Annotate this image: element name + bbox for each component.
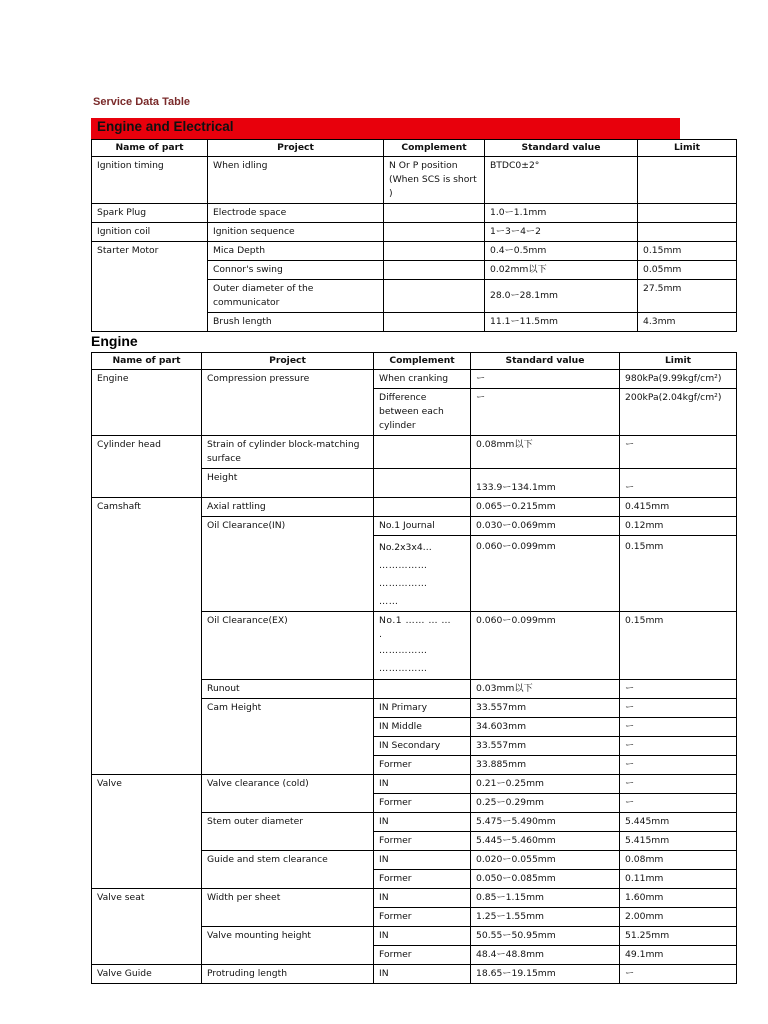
table-row <box>92 775 737 794</box>
cell-project: Mica Depth <box>208 242 384 261</box>
cell-standard: 0.4ー0.5mm <box>485 242 638 261</box>
cell-limit <box>638 157 737 204</box>
cell-complement <box>374 680 471 699</box>
header-name-of-part: Name of part <box>92 353 202 370</box>
cell-project: Brush length <box>208 313 384 332</box>
cell-project: Strain of cylinder block-matching surface <box>202 436 374 469</box>
cell-limit: 5.445mm <box>620 813 737 832</box>
cell-limit: ー <box>620 756 737 775</box>
cell-limit: 49.1mm <box>620 946 737 965</box>
cell-limit: 0.415mm <box>620 498 737 517</box>
cell-project: Width per sheet <box>202 889 374 927</box>
complement-dots: …………… <box>379 560 428 571</box>
cell-name: Ignition timing <box>92 157 208 204</box>
cell-limit: 0.12mm <box>620 517 737 536</box>
cell-limit: 51.25mm <box>620 927 737 946</box>
table-row <box>92 498 737 517</box>
header-limit: Limit <box>638 140 737 157</box>
table-row <box>92 157 737 204</box>
cell-standard: 1.0ー1.1mm <box>485 204 638 223</box>
cell-standard: 0.030ー0.069mm <box>471 517 620 536</box>
cell-complement: IN Middle <box>374 718 471 737</box>
cell-standard: 5.475ー5.490mm <box>471 813 620 832</box>
header-project: Project <box>208 140 384 157</box>
complement-text: No.1 …… … … <box>379 615 452 626</box>
cell-limit: ー <box>620 794 737 813</box>
header-limit: Limit <box>620 353 737 370</box>
cell-complement: Former <box>374 946 471 965</box>
cell-complement <box>374 536 471 612</box>
cell-limit: 980kPa(9.99kgf/cm²) <box>620 370 737 389</box>
cell-standard: 11.1ー11.5mm <box>485 313 638 332</box>
cell-complement: N Or P position (When SCS is short ) <box>384 157 485 204</box>
table-row <box>92 436 737 469</box>
complement-dots: . <box>379 629 383 640</box>
cell-limit: ー <box>620 775 737 794</box>
cell-project: Outer diameter of the communicator <box>208 280 384 313</box>
cell-limit: ー <box>620 469 737 498</box>
cell-complement: IN <box>374 775 471 794</box>
section-banner <box>91 118 680 139</box>
cell-limit: 0.11mm <box>620 870 737 889</box>
cell-limit: 27.5mm <box>638 280 737 313</box>
cell-complement: IN <box>374 965 471 984</box>
table-row <box>92 370 737 389</box>
cell-project: Axial rattling <box>202 498 374 517</box>
cell-project: Height <box>202 469 374 498</box>
cell-limit: 0.08mm <box>620 851 737 870</box>
cell-complement <box>374 612 471 680</box>
header-name-of-part: Name of part <box>92 140 208 157</box>
cell-standard: 50.55ー50.95mm <box>471 927 620 946</box>
cell-standard: 0.21ー0.25mm <box>471 775 620 794</box>
cell-limit: ー <box>620 718 737 737</box>
cell-standard: 0.060ー0.099mm <box>471 612 620 680</box>
cell-name: Ignition coil <box>92 223 208 242</box>
cell-project: Electrode space <box>208 204 384 223</box>
cell-complement <box>384 280 485 313</box>
cell-standard: 0.020ー0.055mm <box>471 851 620 870</box>
cell-limit: 200kPa(2.04kgf/cm²) <box>620 389 737 436</box>
cell-complement: When cranking <box>374 370 471 389</box>
section-title-engine: Engine <box>91 333 138 349</box>
cell-standard: 1.25ー1.55mm <box>471 908 620 927</box>
cell-standard: 5.445ー5.460mm <box>471 832 620 851</box>
cell-complement: IN <box>374 813 471 832</box>
header-standard-value: Standard value <box>471 353 620 370</box>
cell-project: Runout <box>202 680 374 699</box>
cell-limit <box>638 204 737 223</box>
cell-standard: ー <box>471 370 620 389</box>
cell-limit <box>638 223 737 242</box>
table-row <box>92 965 737 984</box>
cell-limit: 5.415mm <box>620 832 737 851</box>
cell-name: Valve Guide <box>92 965 202 984</box>
cell-complement: IN <box>374 889 471 908</box>
document-title: Service Data Table <box>93 96 191 108</box>
cell-complement: No.1 Journal <box>374 517 471 536</box>
cell-name: Engine <box>92 370 202 436</box>
cell-limit: ー <box>620 965 737 984</box>
cell-limit: 0.05mm <box>638 261 737 280</box>
cell-name: Starter Motor <box>92 242 208 332</box>
cell-standard: 0.03mm以下 <box>471 680 620 699</box>
cell-complement: Former <box>374 756 471 775</box>
cell-limit: ー <box>620 680 737 699</box>
cell-complement <box>374 469 471 498</box>
cell-standard: 33.557mm <box>471 737 620 756</box>
cell-limit: 0.15mm <box>638 242 737 261</box>
cell-complement <box>374 498 471 517</box>
complement-dots: …………… <box>379 645 428 656</box>
cell-project: Guide and stem clearance <box>202 851 374 889</box>
cell-standard: 28.0ー28.1mm <box>485 280 638 313</box>
cell-complement <box>384 261 485 280</box>
cell-limit: ー <box>620 737 737 756</box>
header-complement: Complement <box>384 140 485 157</box>
cell-project: Compression pressure <box>202 370 374 436</box>
cell-project: Oil Clearance(IN) <box>202 517 374 612</box>
cell-standard: 48.4ー48.8mm <box>471 946 620 965</box>
cell-standard: 33.557mm <box>471 699 620 718</box>
cell-standard: 33.885mm <box>471 756 620 775</box>
section-banner-title: Engine and Electrical <box>97 119 234 134</box>
cell-project: Stem outer diameter <box>202 813 374 851</box>
cell-standard: 0.02mm以下 <box>485 261 638 280</box>
cell-standard: 0.050ー0.085mm <box>471 870 620 889</box>
engine-table <box>91 352 737 984</box>
cell-project: Cam Height <box>202 699 374 775</box>
cell-complement: Former <box>374 908 471 927</box>
cell-complement <box>384 223 485 242</box>
cell-complement <box>384 242 485 261</box>
engine-electrical-table <box>91 139 737 332</box>
cell-name: Spark Plug <box>92 204 208 223</box>
cell-name: Valve seat <box>92 889 202 965</box>
complement-dots: …… <box>379 596 399 607</box>
cell-standard: ー <box>471 389 620 436</box>
cell-project: Connor's swing <box>208 261 384 280</box>
cell-standard: 133.9ー134.1mm <box>471 469 620 498</box>
table-header-row <box>92 140 737 157</box>
cell-limit: 0.15mm <box>620 536 737 612</box>
table-row <box>92 223 737 242</box>
complement-text: No.2x3x4… <box>379 542 432 553</box>
cell-name: Cylinder head <box>92 436 202 498</box>
cell-complement: Former <box>374 794 471 813</box>
table-row <box>92 242 737 261</box>
cell-standard: 18.65ー19.15mm <box>471 965 620 984</box>
cell-limit: ー <box>620 436 737 469</box>
table-row <box>92 889 737 908</box>
cell-standard: 0.08mm以下 <box>471 436 620 469</box>
complement-dots: …………… <box>379 663 428 674</box>
cell-project: Valve clearance (cold) <box>202 775 374 813</box>
cell-limit: 1.60mm <box>620 889 737 908</box>
cell-complement <box>384 313 485 332</box>
cell-project: Oil Clearance(EX) <box>202 612 374 680</box>
cell-complement: Former <box>374 870 471 889</box>
cell-standard: 0.060ー0.099mm <box>471 536 620 612</box>
cell-standard: 0.25ー0.29mm <box>471 794 620 813</box>
cell-standard: 0.065ー0.215mm <box>471 498 620 517</box>
cell-standard: BTDC0±2° <box>485 157 638 204</box>
cell-standard: 1ー3ー4ー2 <box>485 223 638 242</box>
cell-complement: IN <box>374 851 471 870</box>
cell-standard: 34.603mm <box>471 718 620 737</box>
cell-project: Valve mounting height <box>202 927 374 965</box>
cell-complement: Difference between each cylinder <box>374 389 471 436</box>
cell-complement: Former <box>374 832 471 851</box>
header-standard-value: Standard value <box>485 140 638 157</box>
cell-complement: IN Primary <box>374 699 471 718</box>
cell-complement: IN <box>374 927 471 946</box>
cell-standard: 0.85ー1.15mm <box>471 889 620 908</box>
cell-complement <box>374 436 471 469</box>
table-header-row <box>92 353 737 370</box>
header-project: Project <box>202 353 374 370</box>
header-complement: Complement <box>374 353 471 370</box>
cell-limit: 0.15mm <box>620 612 737 680</box>
cell-name: Camshaft <box>92 498 202 775</box>
cell-limit: 2.00mm <box>620 908 737 927</box>
table-row <box>92 204 737 223</box>
cell-complement: IN Secondary <box>374 737 471 756</box>
cell-name: Valve <box>92 775 202 889</box>
cell-project: Protruding length <box>202 965 374 984</box>
cell-limit: 4.3mm <box>638 313 737 332</box>
cell-project: When idling <box>208 157 384 204</box>
cell-project: Ignition sequence <box>208 223 384 242</box>
complement-dots: …………… <box>379 578 428 589</box>
cell-limit: ー <box>620 699 737 718</box>
cell-complement <box>384 204 485 223</box>
